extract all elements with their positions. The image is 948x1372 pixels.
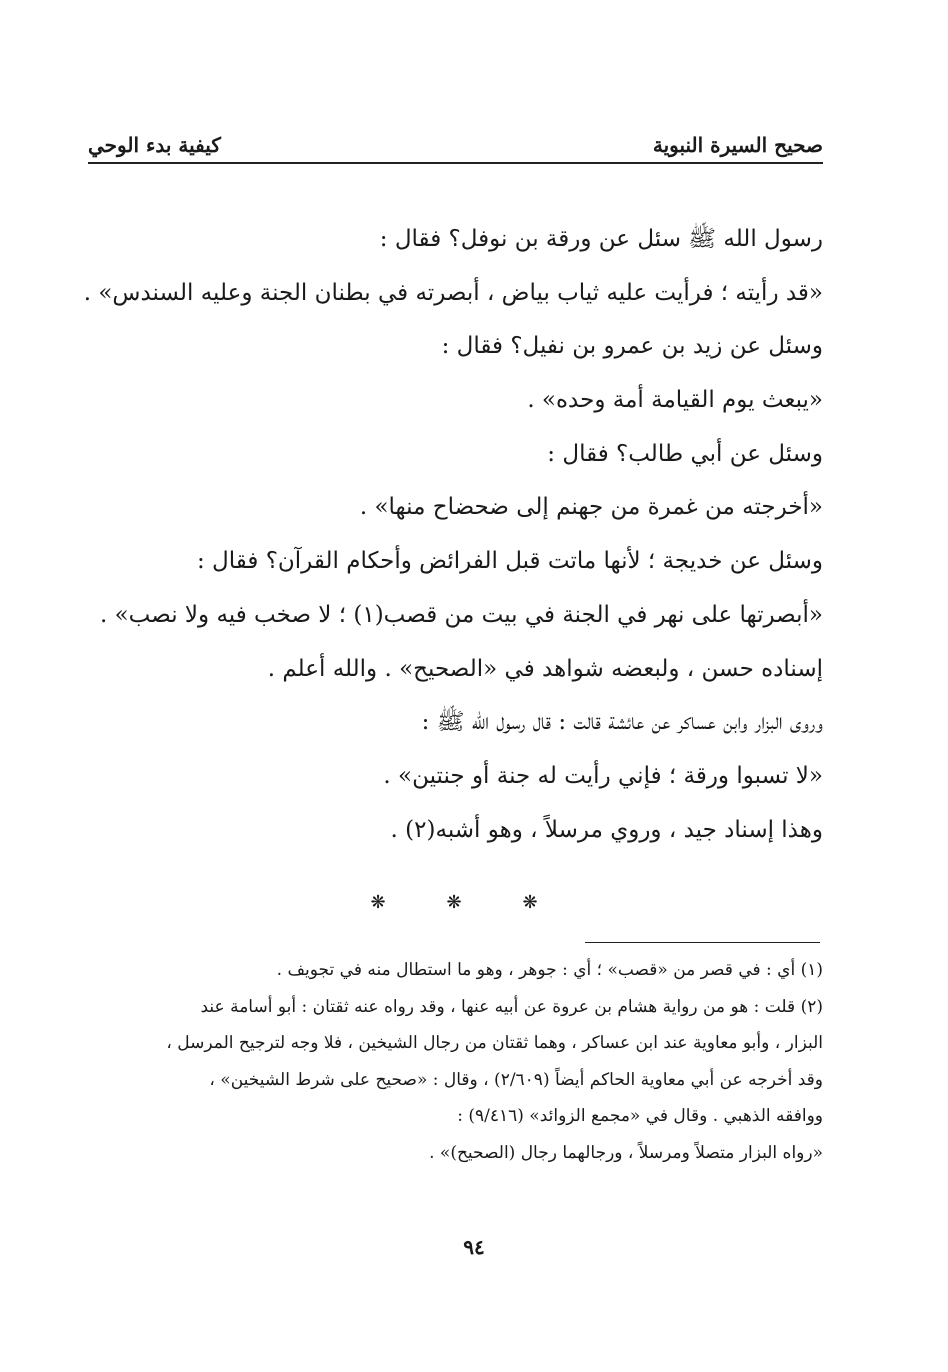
header-book-title: صحيح السيرة النبوية — [652, 133, 823, 157]
text-line: «أخرجته من غمرة من جهنم إلى ضحضاح منها» . — [359, 494, 823, 521]
star-ornament-icon: ❋ — [446, 892, 462, 913]
text-line: «أبصرتها على نهر في الجنة في بيت من قصب(١) ؛ لا صخب فيه ولا نصب» . — [99, 601, 823, 628]
text-line: «لا تسبوا ورقة ؛ فإني رأيت له جنة أو جنتين» . — [383, 762, 823, 789]
main-text — [83, 213, 823, 857]
footnote-line: «رواه البزار متصلاً ومرسلاً ، ورجالهما رجال (الصحيح)» . — [429, 1142, 823, 1163]
text-line: وسئل عن زيد بن عمرو بن نفيل؟ فقال : — [441, 333, 823, 360]
section-separator — [0, 888, 948, 918]
star-ornament-icon: ❋ — [522, 892, 538, 913]
text-line: وسئل عن أبي طالب؟ فقال : — [547, 440, 823, 467]
running-header — [88, 124, 823, 164]
footnote-line: (١) أي : في قصر من «قصب» ؛ أي : جوهر ، وهو ما استطال منه في تجويف . — [276, 960, 823, 980]
star-ornament-icon: ❋ — [370, 892, 386, 913]
footnote-line: (٢) قلت : هو من رواية هشام بن عروة عن أبيه عنها ، وقد رواه عنه ثقتان : أبو أسامة عند — [200, 996, 823, 1017]
text-line: رسول الله ﷺ سئل عن ورقة بن نوفل؟ فقال : — [379, 226, 823, 252]
text-line: «قد رأيته ؛ فرأيت عليه ثياب بياض ، أبصرته في بطنان الجنة وعليه السندس» . — [83, 279, 823, 306]
footnotes — [88, 952, 823, 1171]
footnote-divider — [585, 942, 820, 943]
page-number: ٩٤ — [463, 1235, 485, 1259]
footnote-line: ووافقه الذهبي . وقال في «مجمع الزوائد» (٩/٤١٦) : — [457, 1106, 823, 1126]
text-line: وهذا إسناد جيد ، وروي مرسلاً ، وهو أشبه(٢) . — [390, 816, 823, 843]
text-line: وسئل عن خديجة ؛ لأنها ماتت قبل الفرائض وأحكام القرآن؟ فقال : — [196, 548, 823, 575]
footnote-line: وقد أخرجه عن أبي معاوية الحاكم أيضاً (٢/٦٠٩) ، وقال : «صحيح على شرط الشيخين» ، — [209, 1069, 823, 1090]
text-line: «يبعث يوم القيامة أمة وحده» . — [527, 387, 823, 414]
text-line: وروى البزار وابن عساكر عن عائشة قالت : قال رسول الله ﷺ : — [421, 709, 823, 736]
footnote-line: البزار ، وأبو معاوية عند ابن عساكر ، وهما ثقتان من رجال الشيخين ، فلا وجه لترجيح المرسل ، — [166, 1033, 823, 1053]
text-line: إسناده حسن ، ولبعضه شواهد في «الصحيح» . والله أعلم . — [267, 655, 823, 682]
header-chapter-title: كيفية بدء الوحي — [88, 133, 221, 157]
